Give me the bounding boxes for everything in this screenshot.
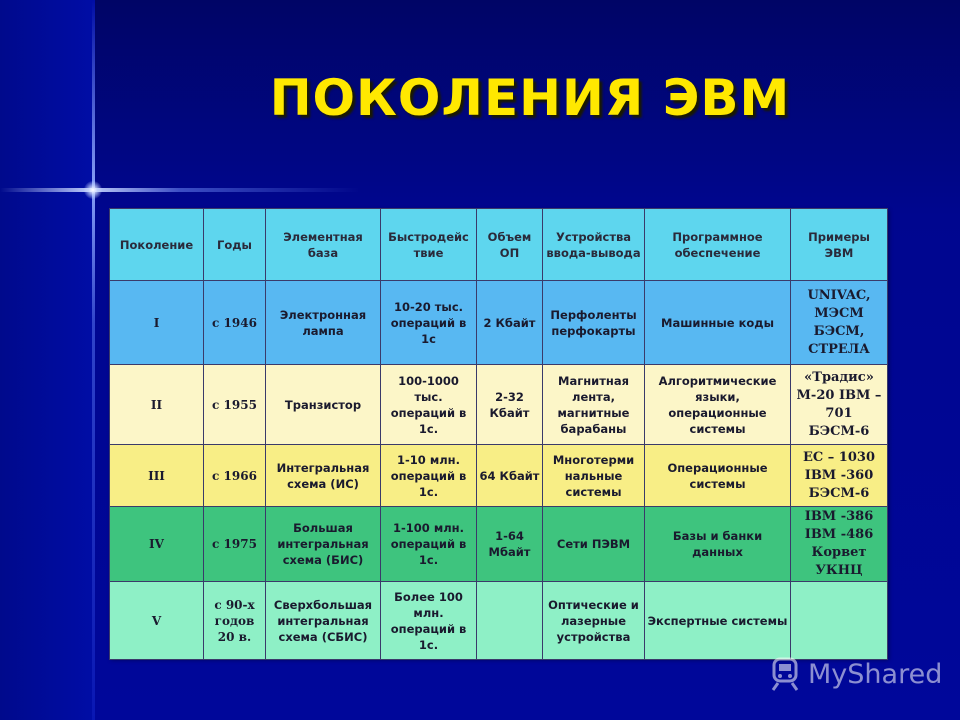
cell-io: Сети ПЭВМ: [543, 507, 645, 582]
table-row: [110, 445, 888, 507]
cell-examples: «Традис» М-20 IBM – 701 БЭСМ-6: [791, 365, 888, 445]
cell-io: Оптические и лазерные устройства: [543, 582, 645, 660]
light-flare-star: [84, 181, 102, 199]
cell-software: Экспертные системы: [645, 582, 791, 660]
header-cell-memory: Объем ОП: [477, 209, 543, 281]
cell-generation: V: [110, 582, 204, 660]
cell-base: Сверхбольшая интегральная схема (СБИС): [266, 582, 381, 660]
table-row: [110, 582, 888, 660]
cell-software: Операционные системы: [645, 445, 791, 507]
header-cell-generation: Поколение: [110, 209, 204, 281]
cell-speed: 1-10 млн. операций в 1с.: [381, 445, 477, 507]
table-row: [110, 281, 888, 365]
cell-speed: 100-1000 тыс. операций в 1с.: [381, 365, 477, 445]
table-row: [110, 507, 888, 582]
cell-software: Алгоритмические языки, операционные системы: [645, 365, 791, 445]
cell-memory: 2 Кбайт: [477, 281, 543, 365]
cell-generation: II: [110, 365, 204, 445]
header-cell-base: Элементная база: [266, 209, 381, 281]
table-row: [110, 365, 888, 445]
header-cell-examples: Примеры ЭВМ: [791, 209, 888, 281]
cell-io: Магнитная лента, магнитные барабаны: [543, 365, 645, 445]
cell-memory: 1-64 Мбайт: [477, 507, 543, 582]
header-cell-years: Годы: [204, 209, 266, 281]
myshared-watermark: [768, 654, 942, 694]
cell-examples: ЕС – 1030 IBM -360 БЭСМ-6: [791, 445, 888, 507]
header-cell-io: Устройства ввода-вывода: [543, 209, 645, 281]
header-cell-speed: Быстродейс твие: [381, 209, 477, 281]
cell-examples: IBM -386 IBM -486 Корвет УКНЦ: [791, 507, 888, 582]
cell-memory: [477, 582, 543, 660]
cell-years: с 90-х годов 20 в.: [204, 582, 266, 660]
cell-base: Транзистор: [266, 365, 381, 445]
cell-examples: UNIVAC, МЭСМ БЭСМ, СТРЕЛА: [791, 281, 888, 365]
cell-memory: 64 Кбайт: [477, 445, 543, 507]
cell-generation: I: [110, 281, 204, 365]
cell-software: Машинные коды: [645, 281, 791, 365]
cell-years: с 1975: [204, 507, 266, 582]
cell-examples: [791, 582, 888, 660]
cell-memory: 2-32 Кбайт: [477, 365, 543, 445]
cell-speed: 1-100 млн. операций в 1с.: [381, 507, 477, 582]
cell-software: Базы и банки данных: [645, 507, 791, 582]
cell-speed: 10-20 тыс. операций в 1с: [381, 281, 477, 365]
cell-years: с 1966: [204, 445, 266, 507]
cell-years: с 1955: [204, 365, 266, 445]
myshared-logo-icon: [768, 656, 802, 692]
cell-base: Интегральная схема (ИС): [266, 445, 381, 507]
slide-title: ПОКОЛЕНИЯ ЭВМ: [269, 69, 791, 127]
generations-table-container: [109, 208, 887, 658]
generations-table: [109, 208, 888, 660]
cell-years: с 1946: [204, 281, 266, 365]
myshared-logo-text: MyShared: [808, 658, 943, 690]
cell-generation: III: [110, 445, 204, 507]
cell-io: Перфоленты перфокарты: [543, 281, 645, 365]
cell-base: Большая интегральная схема (БИС): [266, 507, 381, 582]
cell-io: Многотерми нальные системы: [543, 445, 645, 507]
header-cell-software: Программное обеспечение: [645, 209, 791, 281]
table-header-row: [110, 209, 888, 281]
cell-base: Электронная лампа: [266, 281, 381, 365]
cell-generation: IV: [110, 507, 204, 582]
cell-speed: Более 100 млн. операций в 1с.: [381, 582, 477, 660]
light-flare-horizontal: [0, 188, 360, 192]
